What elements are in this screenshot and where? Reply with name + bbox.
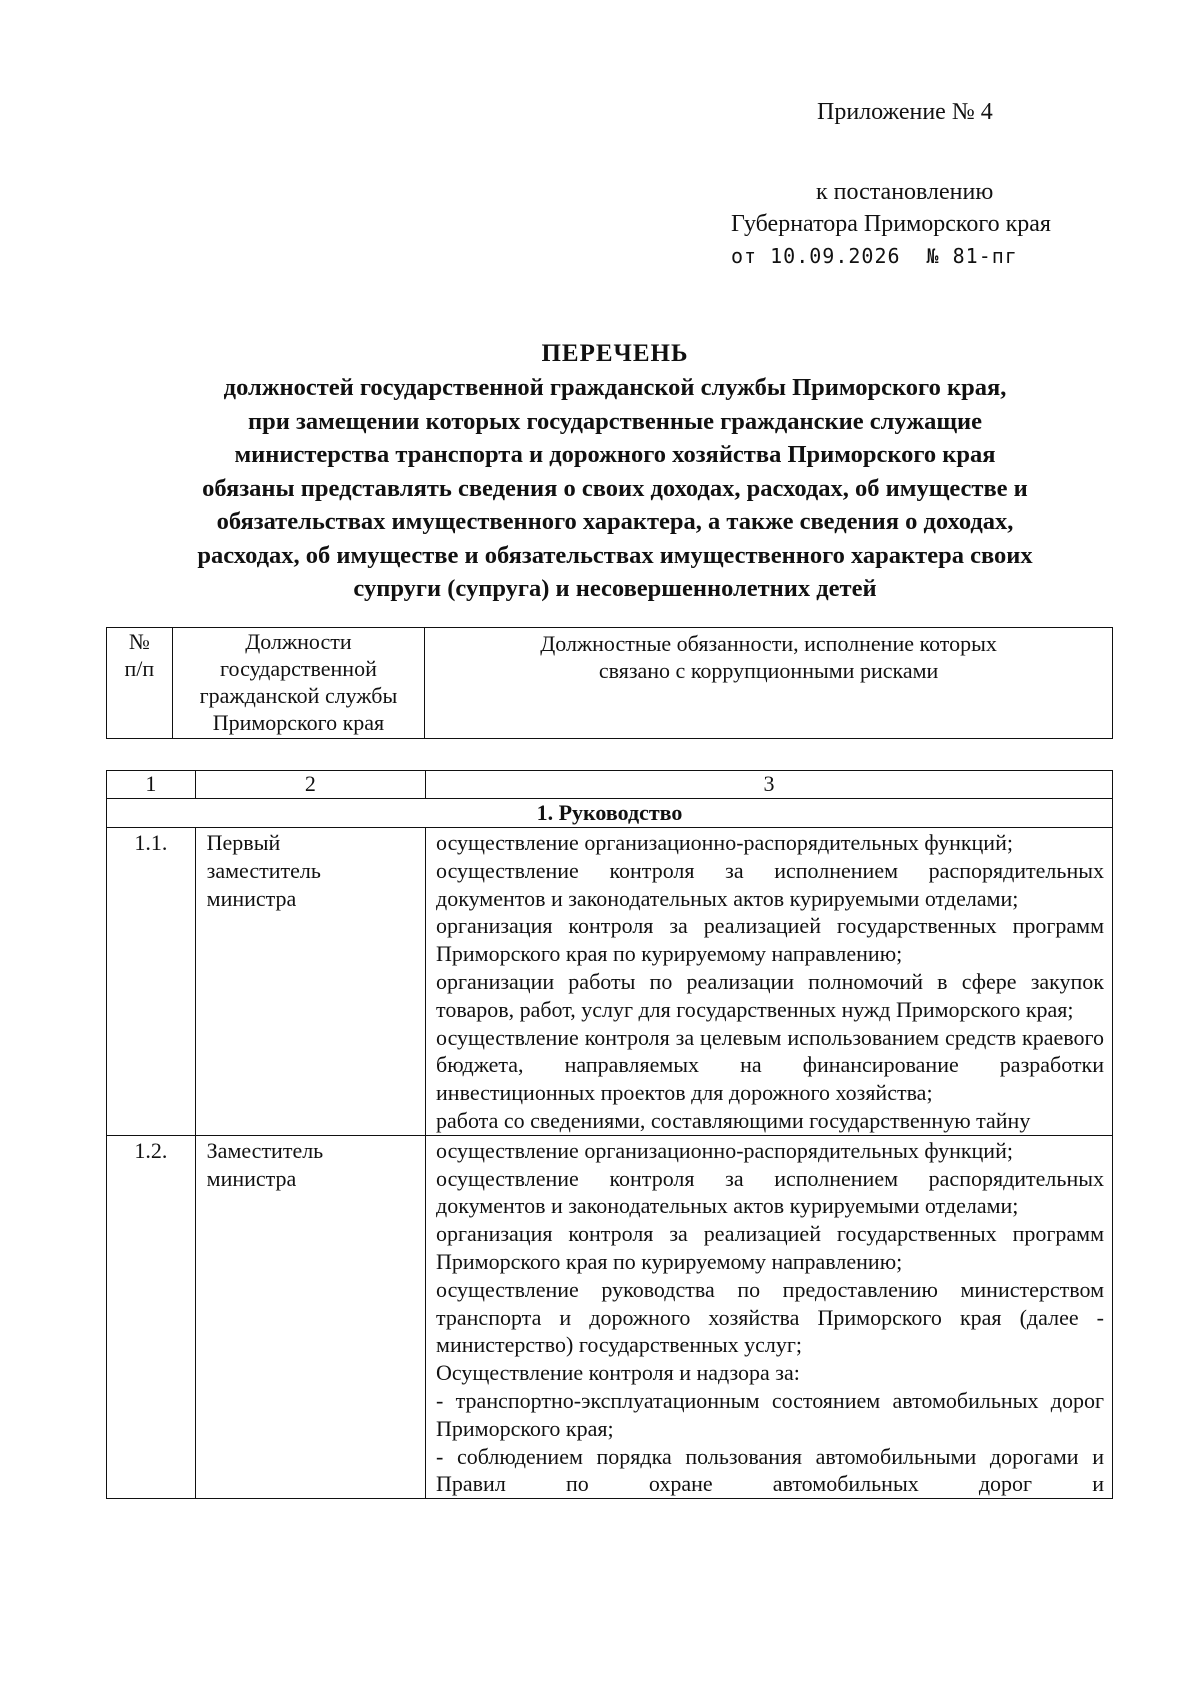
title-line: обязательствах имущественного характера, а также сведения о доходах,: [216, 508, 1014, 535]
document-title: [110, 337, 1120, 606]
column-number: 2: [195, 771, 425, 799]
position-cell: [195, 828, 425, 1136]
resolution-number: № 81-пг: [926, 244, 1018, 268]
duty-item: Осуществление контроля и надзора за:: [436, 1360, 800, 1386]
header-cell-duties: [425, 628, 1113, 739]
title-line: обязаны представлять сведения о своих доходах, расходах, об имуществе и: [202, 474, 1028, 502]
table-row: [107, 828, 1113, 1136]
header-cell-number: [107, 628, 173, 739]
duties-cell: [426, 828, 1113, 1136]
header-table: [106, 627, 1113, 739]
header-text: связано с коррупционными рисками: [598, 658, 939, 683]
header-text: Должности: [245, 629, 352, 654]
header-row: [107, 628, 1113, 739]
header-text: Должностные обязанности, исполнение которых: [540, 631, 997, 656]
duty-item: организация контроля за реализацией государственных программ Приморского края по курируемому направлению;: [436, 1221, 1104, 1274]
title-line: при замещении которых государственные гражданские служащие: [247, 407, 983, 435]
title-main: ПЕРЕЧЕНЬ: [541, 340, 689, 367]
title-line: должностей государственной гражданской службы Приморского края,: [223, 374, 1007, 401]
table-row: [107, 1135, 1113, 1498]
duty-item: осуществление организационно-распорядительных функций;: [436, 830, 1013, 855]
resolution-date: от 10.09.2026: [731, 244, 901, 268]
duty-item: осуществление контроля за исполнением распорядительных документов и законодательных актов курируемыми отделами;: [436, 1165, 1104, 1219]
header-cell-position: [172, 628, 424, 739]
resolution-reference: [731, 176, 1151, 272]
position-text: министра: [206, 885, 297, 911]
title-line: министерства транспорта и дорожного хозяйства Приморского края: [234, 441, 996, 468]
section-title: 1. Руководство: [107, 799, 1113, 828]
duty-item: осуществление организационно-распорядительных функций;: [436, 1137, 1013, 1163]
duty-item: осуществление руководства по предоставлению министерством транспорта и дорожного хозяйства Приморского края (далее - министерство) государственных услуг;: [436, 1276, 1104, 1358]
header-text: гражданской службы: [199, 683, 398, 708]
duty-item: - соблюдением порядка пользования автомобильными дорогами и Правил по охране автомобильных дорог и: [436, 1443, 1104, 1497]
duty-item: осуществление контроля за целевым использованием средств краевого бюджета, направляемых на финансирование разработки инвестиционных проектов для дорожного хозяйства;: [436, 1024, 1104, 1106]
position-text: Заместитель: [206, 1137, 324, 1163]
row-number: 1.2.: [107, 1135, 196, 1498]
column-number: 1: [107, 771, 196, 799]
appendix-label: Приложение № 4: [817, 99, 993, 125]
positions-table: [106, 770, 1113, 1499]
duty-item: организация контроля за реализацией государственных программ Приморского края по курируемому направлению;: [436, 913, 1104, 967]
section-row: [107, 799, 1113, 828]
governor-text: Губернатора Приморского края: [731, 211, 1051, 237]
column-numbers-row: [107, 771, 1113, 799]
position-text: министра: [206, 1165, 297, 1191]
header-text: п/п: [124, 656, 155, 681]
title-line: супруги (супруга) и несовершеннолетних детей: [353, 575, 877, 602]
duties-cell: [426, 1135, 1113, 1498]
title-line: расходах, об имуществе и обязательствах имущественного характера своих: [197, 541, 1033, 569]
to-resolution-text: к постановлению: [816, 179, 994, 205]
header-text: Приморского края: [212, 710, 385, 735]
position-cell: [195, 1135, 425, 1498]
duty-item: - транспортно-эксплуатационным состоянием автомобильных дорог Приморского края;: [436, 1387, 1104, 1441]
position-text: Первый: [206, 830, 281, 855]
position-text: заместитель: [206, 857, 321, 883]
duty-item: осуществление контроля за исполнением распорядительных документов и законодательных актов курируемыми отделами;: [436, 857, 1104, 911]
duty-item: работа со сведениями, составляющими государственную тайну: [436, 1107, 1031, 1133]
header-text: №: [128, 629, 150, 654]
header-text: государственной: [220, 656, 377, 681]
duty-item: организации работы по реализации полномочий в сфере закупок товаров, работ, услуг для государственных нужд Приморского края;: [436, 968, 1104, 1022]
row-number: 1.1.: [107, 828, 196, 1136]
column-number: 3: [426, 771, 1113, 799]
date-number-line: [731, 240, 1151, 272]
